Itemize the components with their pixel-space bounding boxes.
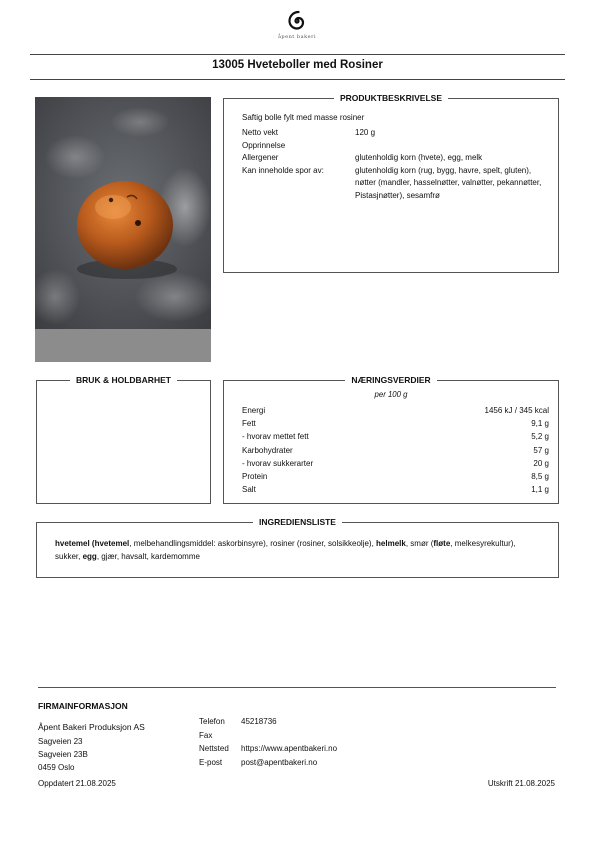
company-heading: FIRMAINFORMASJON <box>38 701 128 711</box>
nutrition-value: 9,1 g <box>531 419 549 429</box>
nutrition-label: Karbohydrater <box>242 445 293 455</box>
product-description-rows <box>242 127 552 202</box>
nutrition-per-label: per 100 g <box>374 390 408 399</box>
address-line: Sagveien 23 <box>38 737 83 746</box>
ingredient-text: , smør ( <box>405 539 434 548</box>
header-bottom-rule <box>30 79 565 80</box>
ingredient-text: , melbehandlingsmiddel: askorbinsyre), rosiner (rosiner, solsikkeolje), <box>129 539 377 548</box>
description-row <box>242 152 552 165</box>
description-label: Netto vekt <box>242 128 279 137</box>
updated-date: Oppdatert 21.08.2025 <box>38 779 116 788</box>
usage-heading: BRUK & HOLDBARHET <box>70 375 177 385</box>
product-photo-image <box>35 97 211 329</box>
description-label: Kan inneholde spor av: <box>242 165 324 175</box>
ingredient-text: , gjær, havsalt, kardemomme <box>96 551 200 561</box>
nutrition-value: 20 g <box>533 458 549 468</box>
ingredient-allergen: egg <box>82 551 97 561</box>
nutrition-row <box>242 404 549 417</box>
description-row <box>242 127 552 140</box>
description-value: glutenholdig korn (hvete), egg, melk <box>355 153 483 162</box>
nutrition-row <box>242 483 549 496</box>
nutrition-value: 5,2 g <box>531 432 549 442</box>
product-photo <box>35 97 211 362</box>
printed-date: Utskrift 21.08.2025 <box>487 779 555 788</box>
usage-box <box>36 375 211 504</box>
nutrition-row <box>242 444 549 457</box>
contact-label: Telefon <box>199 717 225 726</box>
company-logo <box>272 10 322 50</box>
contact-value: 45218736 <box>241 717 277 726</box>
nutrition-label: Energi <box>242 406 266 415</box>
product-description-heading: PRODUKTBESKRIVELSE <box>334 93 448 103</box>
nutrition-row <box>242 430 549 443</box>
description-row <box>242 165 552 203</box>
ingredients-box <box>36 517 559 578</box>
company-contacts <box>199 715 337 769</box>
spiral-icon <box>286 10 308 32</box>
nutrition-label: Salt <box>242 485 256 495</box>
nutrition-value: 8,5 g <box>531 472 549 482</box>
description-label: Allergener <box>242 153 279 162</box>
nutrition-row <box>242 470 549 483</box>
company-name: Åpent Bakeri Produksjon AS <box>38 722 145 732</box>
contact-row <box>199 715 337 729</box>
ingredients-text <box>55 538 542 563</box>
nutrition-row <box>242 457 549 470</box>
nutrition-value: 1456 kJ / 345 kcal <box>484 406 549 415</box>
nutrition-value: 1,1 g <box>531 485 549 495</box>
description-label: Opprinnelse <box>242 140 286 150</box>
description-value: glutenholdig korn (rug, bygg, havre, spelt, gluten), nøtter (mandler, hasselnøtter, valnøtter, pekannøtter, Pistasjnøtter), sesamfrø <box>355 165 542 200</box>
contact-row <box>199 756 337 770</box>
nutrition-label: - hvorav mettet fett <box>242 432 309 442</box>
product-description-box <box>223 93 559 273</box>
address-line: Sagveien 23B <box>38 750 88 759</box>
nutrition-value: 57 g <box>533 445 549 455</box>
contact-label: Nettsted <box>199 744 229 753</box>
nutrition-label: Fett <box>242 419 256 429</box>
ingredient-allergen: hvetemel (hvetemel <box>55 539 130 548</box>
nutrition-box <box>223 375 559 504</box>
product-description-text: Saftig bolle fylt med masse rosiner <box>242 113 365 122</box>
company-address <box>38 721 145 774</box>
contact-row <box>199 729 337 743</box>
contact-label: E-post <box>199 757 223 767</box>
company-rule <box>38 687 556 688</box>
contact-value: post@apentbakeri.no <box>241 757 318 767</box>
nutrition-heading: NÆRINGSVERDIER <box>345 375 436 385</box>
contact-row <box>199 742 337 756</box>
description-value: 120 g <box>355 128 376 137</box>
address-line: 0459 Oslo <box>38 763 75 772</box>
header-top-rule <box>30 54 565 55</box>
description-value <box>355 140 552 153</box>
product-title: 13005 Hveteboller med Rosiner <box>212 59 383 71</box>
ingredients-heading: INGREDIENSLISTE <box>253 517 342 527</box>
description-row <box>242 140 552 153</box>
contact-value: https://www.apentbakeri.no <box>241 744 338 753</box>
nutrition-label: Protein <box>242 472 268 482</box>
logo-text: åpent bakeri <box>277 34 317 40</box>
ingredient-allergen: fløte <box>433 539 451 548</box>
ingredient-text: , melkesyrekultur), sukker, <box>55 539 516 561</box>
contact-label: Fax <box>199 730 213 740</box>
ingredient-allergen: helmelk <box>376 539 406 548</box>
nutrition-label: - hvorav sukkerarter <box>242 458 314 468</box>
nutrition-rows <box>242 404 549 496</box>
nutrition-row <box>242 417 549 430</box>
